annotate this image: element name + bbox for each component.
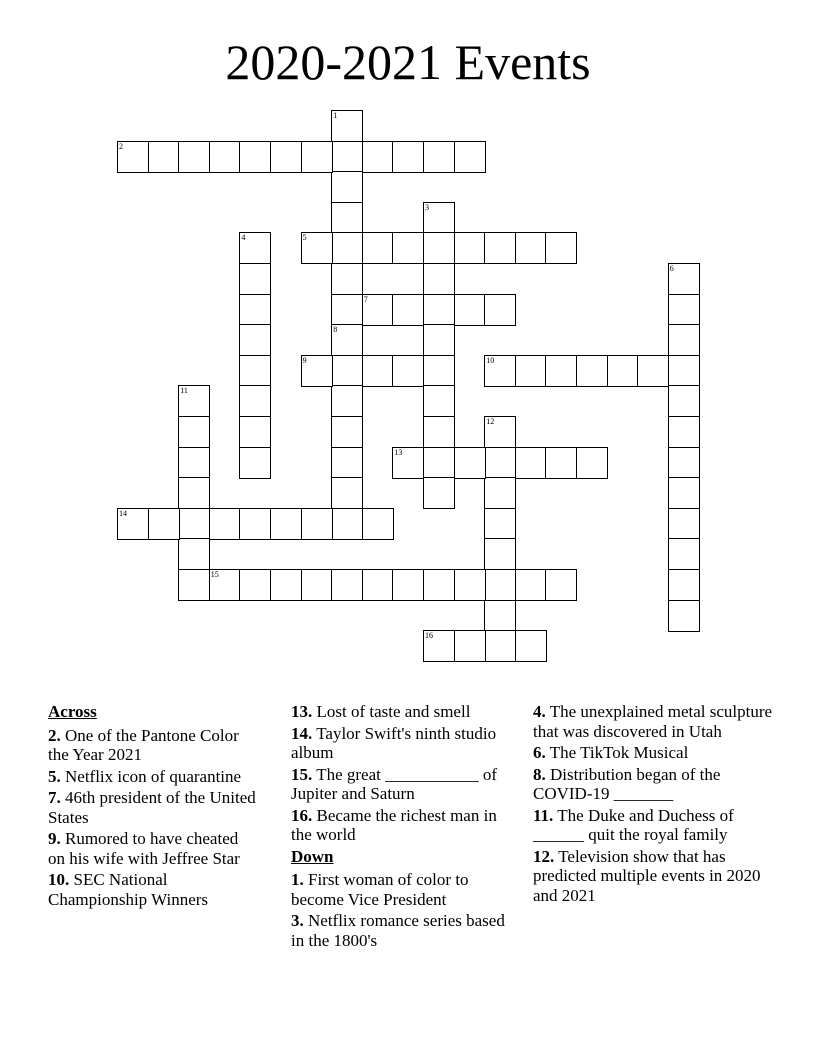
cell-number: 16 [425, 631, 433, 641]
cell-number: 8 [333, 325, 338, 335]
grid-cell[interactable] [331, 355, 363, 387]
clue-down-12: 12. Television show that has predicted multiple events in 2020 and 2021 [533, 846, 761, 905]
grid-cell[interactable] [545, 355, 577, 387]
grid-cell[interactable] [423, 355, 455, 387]
clue-down-4: 4. The unexplained metal sculpture that was discovered in Utah [533, 702, 773, 741]
grid-cell[interactable] [392, 447, 424, 479]
grid-cell[interactable] [423, 141, 455, 173]
grid-cell[interactable] [392, 294, 424, 326]
grid-cell[interactable] [423, 294, 455, 326]
grid-cell[interactable] [239, 232, 271, 264]
grid-cell[interactable] [301, 508, 333, 540]
grid-cell[interactable] [484, 294, 516, 326]
cell-number: 12 [486, 417, 495, 426]
grid-cell[interactable] [362, 569, 394, 601]
cell-number: 5 [302, 233, 307, 243]
grid-cell[interactable] [270, 569, 302, 601]
grid-cell[interactable] [454, 569, 486, 601]
grid-cell[interactable] [423, 569, 455, 601]
clues-column-3 [533, 702, 773, 907]
grid-cell[interactable] [668, 416, 700, 448]
grid-cell[interactable] [331, 171, 363, 203]
cell-number: 4 [241, 233, 246, 243]
clue-down-8: 8. Distribution began of the COVID-19 _______ [533, 764, 721, 803]
grid-cell[interactable] [668, 508, 700, 540]
grid-cell[interactable] [331, 385, 363, 417]
grid-cell[interactable] [178, 538, 210, 570]
grid-cell[interactable] [454, 294, 486, 326]
grid-cell[interactable] [239, 447, 271, 479]
grid-cell[interactable] [178, 569, 210, 601]
grid-cell[interactable] [331, 324, 363, 356]
grid-cell[interactable] [454, 232, 486, 264]
grid-cell[interactable] [454, 447, 486, 479]
grid-cell[interactable] [668, 355, 700, 387]
grid-cell[interactable] [423, 416, 455, 448]
clue-down-11: 11. The Duke and Duchess of ______ quit the royal family [533, 805, 734, 844]
grid-cell[interactable] [178, 508, 210, 540]
grid-cell[interactable] [301, 355, 333, 387]
grid-cell[interactable] [178, 447, 210, 479]
grid-cell[interactable] [668, 447, 700, 479]
cell-number: 7 [363, 294, 368, 304]
clue-down-3: 3. Netflix romance series based in the 1800's [291, 911, 505, 950]
clue-across-5: 5. Netflix icon of quarantine [48, 766, 242, 786]
cell-number: 10 [486, 355, 495, 365]
grid-cell[interactable] [484, 447, 516, 479]
grid-cell[interactable] [392, 569, 424, 601]
grid-cell[interactable] [515, 447, 547, 479]
grid-cell[interactable] [515, 569, 547, 601]
grid-cell[interactable] [392, 232, 424, 264]
cell-number: 6 [669, 264, 674, 273]
grid-cell[interactable] [515, 232, 547, 264]
grid-cell[interactable] [576, 447, 608, 479]
grid-cell[interactable] [178, 477, 210, 509]
grid-cell[interactable] [423, 385, 455, 417]
grid-cell[interactable] [331, 569, 363, 601]
grid-cell[interactable] [515, 630, 547, 662]
grid-cell[interactable] [239, 416, 271, 448]
grid-cell[interactable] [668, 294, 700, 326]
grid-cell[interactable] [331, 416, 363, 448]
grid-cell[interactable] [668, 263, 700, 295]
clue-across-15: 15. The great ___________ of Jupiter and Saturn [291, 764, 498, 803]
clue-across-10: 10. SEC National Championship Winners [48, 870, 209, 909]
grid-cell[interactable] [362, 294, 394, 326]
grid-cell[interactable] [484, 477, 516, 509]
grid-cell[interactable] [423, 477, 455, 509]
grid-cell[interactable] [545, 232, 577, 264]
cell-number: 1 [333, 111, 338, 120]
cell-number: 13 [394, 447, 403, 457]
clues-column-1 [48, 702, 258, 911]
grid-cell[interactable] [331, 294, 363, 326]
grid-cell[interactable] [423, 447, 455, 479]
grid-cell[interactable] [362, 355, 394, 387]
grid-cell[interactable] [668, 385, 700, 417]
clue-across-13: 13. Lost of taste and smell [291, 702, 471, 721]
grid-cell[interactable] [239, 294, 271, 326]
cell-number: 3 [425, 202, 429, 212]
grid-cell[interactable] [301, 569, 333, 601]
grid-cell[interactable] [178, 141, 210, 173]
grid-cell[interactable] [484, 355, 516, 387]
grid-cell[interactable] [362, 508, 394, 540]
grid-cell[interactable] [331, 141, 363, 173]
grid-cell[interactable] [668, 324, 700, 356]
grid-cell[interactable] [362, 141, 394, 173]
grid-cell[interactable] [484, 508, 516, 540]
cell-number: 14 [119, 508, 127, 518]
grid-cell[interactable] [637, 355, 669, 387]
clue-across-9: 9. Rumored to have cheated on his wife with Jeffree Star [48, 829, 240, 868]
grid-cell[interactable] [209, 141, 241, 173]
clue-across-2: 2. One of the Pantone Color the Year 2021 [48, 725, 239, 764]
clue-across-16: 16. Became the richest man in the world [291, 805, 497, 844]
grid-cell[interactable] [668, 569, 700, 601]
grid-cell[interactable] [454, 141, 486, 173]
grid-cell[interactable] [117, 141, 149, 173]
grid-cell[interactable] [331, 447, 363, 479]
grid-cell[interactable] [209, 508, 241, 540]
grid-cell[interactable] [178, 416, 210, 448]
cell-number: 9 [302, 355, 307, 365]
grid-cell[interactable] [423, 630, 455, 662]
grid-cell[interactable] [331, 508, 363, 540]
grid-cell[interactable] [362, 232, 394, 264]
grid-cell[interactable] [607, 355, 639, 387]
grid-cell[interactable] [239, 508, 271, 540]
grid-cell[interactable] [178, 385, 210, 417]
grid-cell[interactable] [331, 110, 363, 142]
grid-cell[interactable] [301, 232, 333, 264]
cell-number: 2 [119, 141, 123, 151]
grid-cell[interactable] [515, 355, 547, 387]
grid-cell[interactable] [423, 202, 455, 234]
grid-cell[interactable] [239, 263, 271, 295]
grid-cell[interactable] [423, 324, 455, 356]
grid-cell[interactable] [484, 232, 516, 264]
grid-cell[interactable] [423, 263, 455, 295]
grid-cell[interactable] [576, 355, 608, 387]
grid-cell[interactable] [148, 508, 180, 540]
cell-number: 15 [210, 570, 219, 579]
grid-cell[interactable] [270, 508, 302, 540]
grid-cell[interactable] [392, 141, 424, 173]
grid-cell[interactable] [117, 508, 149, 540]
grid-cell[interactable] [331, 477, 363, 509]
clue-across-14: 14. Taylor Swift's ninth studio album [291, 723, 497, 762]
clue-down-1: 1. First woman of color to become Vice President [291, 870, 469, 909]
across-header: Across [48, 702, 97, 721]
grid-cell[interactable] [668, 477, 700, 509]
down-header: Down [291, 846, 334, 866]
clue-across-7: 7. 46th president of the United States [48, 788, 256, 827]
grid-cell[interactable] [331, 202, 363, 234]
cell-number: 11 [180, 386, 188, 396]
grid-cell[interactable] [484, 416, 516, 448]
page-title: 2020-2021 Events [225, 34, 591, 90]
grid-cell[interactable] [484, 600, 516, 632]
grid-cell[interactable] [454, 630, 486, 662]
grid-cell[interactable] [331, 263, 363, 295]
grid-cell[interactable] [392, 355, 424, 387]
grid-cell[interactable] [545, 447, 577, 479]
grid-cell[interactable] [668, 538, 700, 570]
grid-cell[interactable] [239, 385, 271, 417]
grid-cell[interactable] [148, 141, 180, 173]
grid-cell[interactable] [484, 569, 516, 601]
grid-cell[interactable] [239, 141, 271, 173]
grid-cell[interactable] [209, 569, 241, 601]
grid-cell[interactable] [484, 630, 516, 662]
grid-cell[interactable] [239, 355, 271, 387]
grid-cell[interactable] [423, 232, 455, 264]
grid-cell[interactable] [301, 141, 333, 173]
grid-cell[interactable] [668, 600, 700, 632]
clue-down-6: 6. The TikTok Musical [533, 743, 689, 762]
grid-cell[interactable] [484, 538, 516, 570]
grid-cell[interactable] [270, 141, 302, 173]
clues-column-2 [291, 702, 516, 952]
grid-cell[interactable] [545, 569, 577, 601]
grid-cell[interactable] [331, 232, 363, 264]
grid-cell[interactable] [239, 569, 271, 601]
grid-cell[interactable] [239, 324, 271, 356]
